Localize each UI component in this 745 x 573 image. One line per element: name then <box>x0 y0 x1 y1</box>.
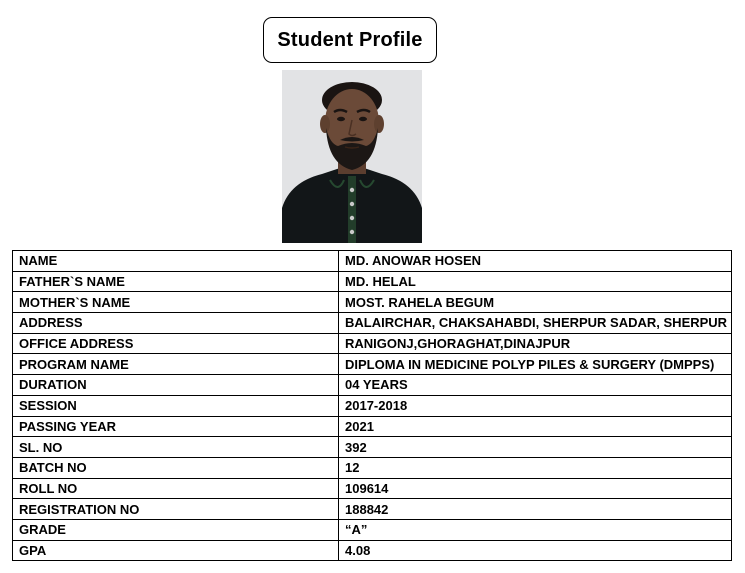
row-value: RANIGONJ,GHORAGHAT,DINAJPUR <box>339 333 732 354</box>
row-value: 2021 <box>339 416 732 437</box>
table-row <box>13 354 732 375</box>
table-row <box>13 271 732 292</box>
row-value: MOST. RAHELA BEGUM <box>339 292 732 313</box>
table-row <box>13 499 732 520</box>
table-row <box>13 395 732 416</box>
table-row <box>13 457 732 478</box>
row-value: DIPLOMA IN MEDICINE POLYP PILES & SURGERY (DMPPS) <box>339 354 732 375</box>
page-title: Student Profile <box>263 17 437 63</box>
row-value: “A” <box>339 519 732 540</box>
row-label: PASSING YEAR <box>13 416 339 437</box>
table-row <box>13 540 732 561</box>
row-value: 392 <box>339 437 732 458</box>
row-value: 12 <box>339 457 732 478</box>
table-row <box>13 478 732 499</box>
row-value: 4.08 <box>339 540 732 561</box>
row-label: GRADE <box>13 519 339 540</box>
row-label: SESSION <box>13 395 339 416</box>
row-label: MOTHER`S NAME <box>13 292 339 313</box>
row-label: PROGRAM NAME <box>13 354 339 375</box>
row-label: GPA <box>13 540 339 561</box>
row-label: REGISTRATION NO <box>13 499 339 520</box>
table-row <box>13 313 732 334</box>
row-value: 188842 <box>339 499 732 520</box>
table-row <box>13 437 732 458</box>
row-value: 04 YEARS <box>339 375 732 396</box>
row-label: ADDRESS <box>13 313 339 334</box>
profile-table <box>12 250 732 561</box>
row-label: BATCH NO <box>13 457 339 478</box>
row-label: SL. NO <box>13 437 339 458</box>
row-label: DURATION <box>13 375 339 396</box>
table-row <box>13 416 732 437</box>
row-label: OFFICE ADDRESS <box>13 333 339 354</box>
row-label: FATHER`S NAME <box>13 271 339 292</box>
table-row <box>13 333 732 354</box>
table-row <box>13 251 732 272</box>
portrait-icon <box>282 70 422 243</box>
row-value: BALAIRCHAR, CHAKSAHABDI, SHERPUR SADAR, SHERPUR <box>339 313 732 334</box>
row-value: 2017-2018 <box>339 395 732 416</box>
row-value: MD. ANOWAR HOSEN <box>339 251 732 272</box>
student-photo <box>282 70 422 243</box>
profile-table-body <box>13 251 732 561</box>
table-row <box>13 375 732 396</box>
row-value: 109614 <box>339 478 732 499</box>
table-row <box>13 519 732 540</box>
row-value: MD. HELAL <box>339 271 732 292</box>
row-label: ROLL NO <box>13 478 339 499</box>
table-row <box>13 292 732 313</box>
row-label: NAME <box>13 251 339 272</box>
